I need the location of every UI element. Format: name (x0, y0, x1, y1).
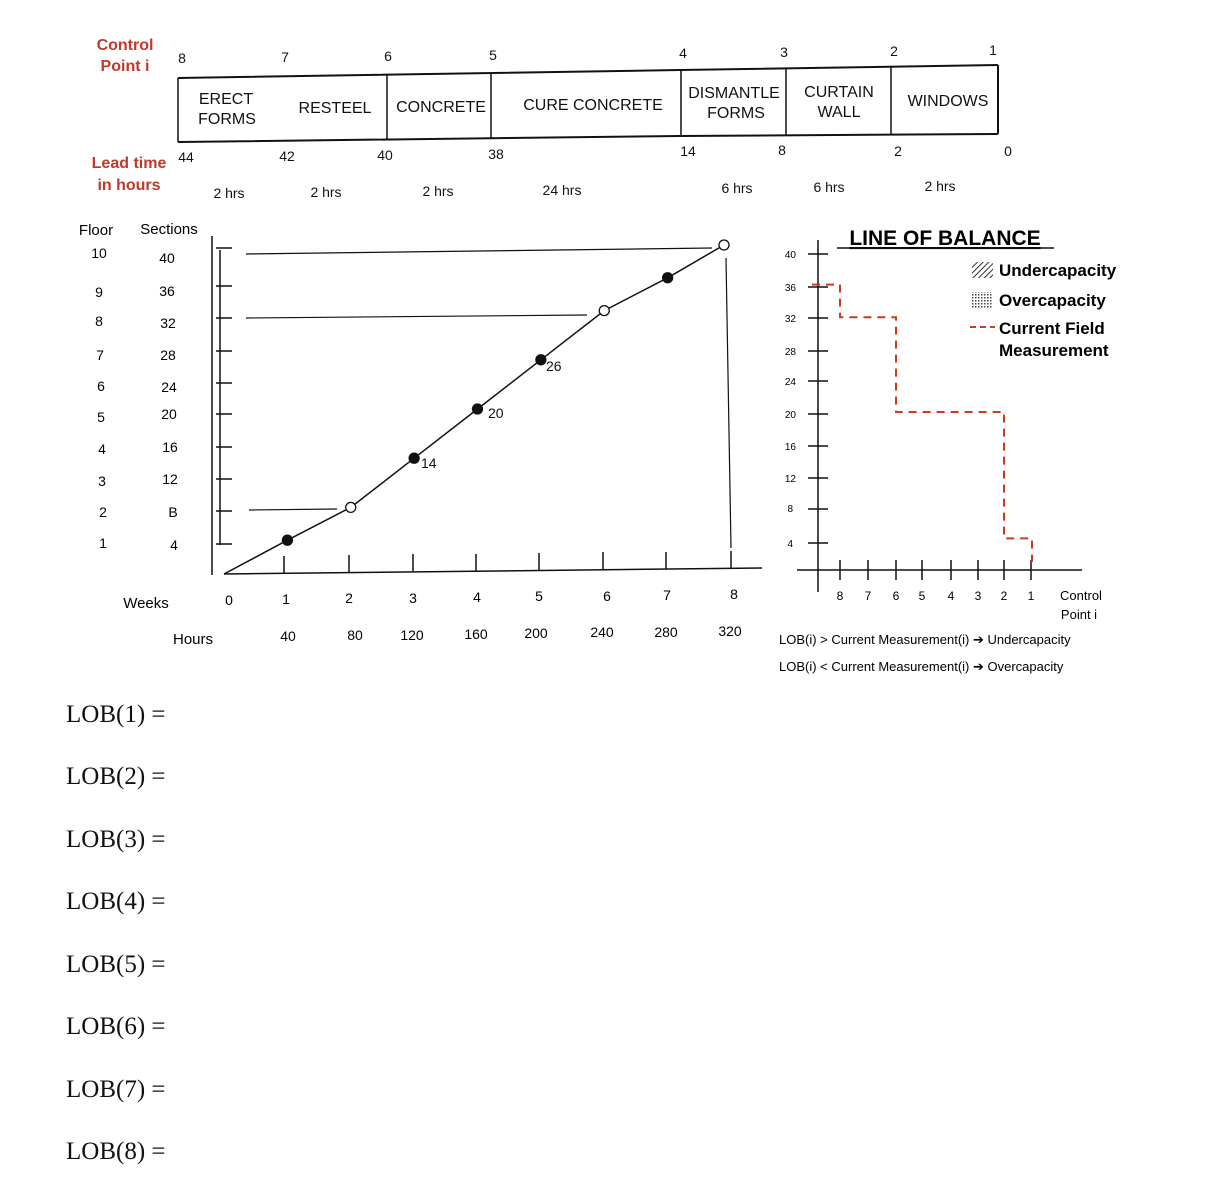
data-point-open (346, 502, 356, 512)
lob-x-tick-label: 6 (892, 589, 900, 603)
lob-equation-6: LOB(6) = (66, 1013, 166, 1040)
lob-y-tick-label: 40 (784, 250, 796, 261)
lob-x-tick-labels (837, 589, 1035, 603)
lob-y-tick-label: 20 (784, 410, 796, 421)
legend-undercapacity: Undercapacity (999, 261, 1117, 280)
lob-x-tick-label: 4 (947, 589, 955, 603)
hour-tick-label: 200 (524, 625, 548, 641)
lead-time-value: 8 (778, 142, 786, 158)
lob-x-label-2: Point i (1060, 607, 1098, 622)
lob-title: LINE OF BALANCE (849, 227, 1041, 250)
section-label: 32 (160, 315, 176, 331)
section-label: 20 (161, 406, 177, 422)
data-point-filled (409, 453, 419, 463)
point-labels (421, 358, 562, 471)
floor-label: 7 (96, 347, 104, 363)
control-point-label-2: Point i (100, 58, 150, 75)
lob-equation-4: LOB(4) = (66, 888, 166, 915)
lob-y-tick-label: 28 (784, 347, 796, 358)
production-y-axis (212, 236, 232, 575)
data-point-filled (536, 355, 546, 365)
floor-label: 9 (95, 284, 103, 300)
section-label: B (168, 504, 178, 520)
lob-y-tick-label: 24 (784, 377, 796, 388)
lob-rule-overcapacity: LOB(i) < Current Measurement(i) ➔ Overcapacity (779, 659, 1064, 674)
lob-x-tick-label: 2 (1000, 589, 1008, 603)
hour-tick-label: 120 (400, 627, 424, 643)
reference-lines (246, 248, 731, 548)
week-tick-label: 3 (409, 590, 417, 606)
lob-y-tick-label: 32 (784, 314, 796, 325)
control-point-number: 7 (281, 49, 289, 65)
lob-x-tick-label: 5 (918, 589, 926, 603)
week-tick-label: 1 (282, 591, 290, 607)
lob-equation-1: LOB(1) = (66, 701, 166, 728)
legend-overcapacity: Overcapacity (999, 291, 1106, 310)
section-label: 16 (162, 439, 178, 455)
activity-name: WALL (817, 104, 861, 121)
control-point-label: Control (96, 37, 154, 54)
legend-current-field: Current Field (999, 319, 1105, 338)
data-point-open (599, 306, 609, 316)
floor-label: 1 (99, 535, 107, 551)
data-point-filled (473, 404, 483, 414)
activity-duration: 6 hrs (813, 179, 845, 195)
activity-name: DISMANTLE (688, 85, 780, 102)
control-point-number: 2 (890, 43, 898, 59)
floor-header: Floor (78, 222, 114, 239)
lob-y-tick-label: 12 (784, 474, 796, 485)
section-label: 4 (170, 537, 178, 553)
hour-tick-label: 40 (280, 628, 296, 644)
week-tick-label: 2 (345, 590, 353, 606)
lead-time-value: 40 (377, 147, 393, 163)
lead-time-value: 2 (894, 143, 902, 159)
activity-name: RESTEEL (298, 100, 372, 117)
hour-tick-label: 240 (590, 624, 614, 640)
lead-time-value: 14 (680, 143, 696, 159)
section-label: 12 (162, 471, 178, 487)
lob-x-tick-label: 3 (974, 589, 982, 603)
control-point-number: 1 (989, 42, 997, 58)
control-point-number: 8 (178, 50, 186, 66)
floor-label: 6 (97, 378, 105, 394)
activity-name: CURTAIN (804, 84, 874, 101)
week-tick-label: 5 (535, 588, 543, 604)
lob-y-tick-label: 16 (784, 442, 796, 453)
overcapacity-swatch (972, 292, 993, 308)
week-tick-label: 8 (730, 586, 738, 602)
section-label: 24 (161, 379, 177, 395)
activity-name: FORMS (707, 105, 765, 122)
point-label: 14 (421, 455, 437, 471)
lob-y-tick-labels (785, 250, 797, 550)
production-curve (224, 240, 729, 574)
point-label: 26 (546, 358, 562, 374)
activity-duration: 24 hrs (542, 182, 582, 198)
lob-x-tick-label: 8 (836, 589, 844, 603)
control-point-number: 6 (384, 48, 392, 64)
lob-equation-5: LOB(5) = (66, 951, 166, 978)
lead-time-label-2: in hours (97, 177, 161, 194)
section-label: 36 (159, 283, 175, 299)
data-point-filled (282, 535, 292, 545)
weeks-label: Weeks (123, 595, 169, 612)
section-label: 28 (160, 347, 176, 363)
week-tick-labels (225, 586, 738, 608)
sections-header: Sections (140, 221, 198, 238)
floor-label: 10 (91, 245, 107, 261)
hour-tick-label: 80 (347, 627, 363, 643)
lob-y-tick-label: 36 (784, 283, 796, 294)
hour-tick-label: 160 (464, 626, 488, 642)
activity-name: WINDOWS (907, 93, 989, 110)
week-tick-label: 7 (663, 587, 671, 603)
production-x-axis (224, 551, 762, 574)
lob-equation-7: LOB(7) = (66, 1076, 166, 1103)
lob-x-tick-label: 1 (1027, 589, 1035, 603)
floor-label: 4 (98, 441, 106, 457)
activity-duration: 2 hrs (213, 185, 245, 201)
lead-time-label: Lead time (91, 155, 167, 172)
lead-time-value: 38 (488, 146, 504, 162)
point-label: 20 (488, 405, 504, 421)
activity-duration: 2 hrs (422, 183, 454, 199)
hour-tick-label: 320 (718, 623, 742, 639)
section-labels (159, 250, 178, 553)
lead-time-value: 0 (1004, 143, 1012, 159)
floor-label: 3 (98, 473, 106, 489)
floor-label: 2 (99, 504, 107, 520)
lob-equation-3: LOB(3) = (66, 826, 166, 853)
hours-label: Hours (172, 631, 214, 648)
section-label: 40 (159, 250, 175, 266)
control-point-number: 5 (489, 47, 497, 63)
activity-name: FORMS (198, 111, 256, 128)
lob-rule-undercapacity: LOB(i) > Current Measurement(i) ➔ Undercapacity (779, 632, 1071, 647)
activity-name: CURE CONCRETE (523, 97, 663, 114)
data-point-open (719, 240, 729, 250)
week-tick-label: 4 (473, 589, 481, 605)
week-tick-label: 6 (603, 588, 611, 604)
data-point-filled (663, 273, 673, 283)
lead-time-value: 42 (279, 148, 295, 164)
lead-time-value: 44 (178, 149, 194, 165)
activity-duration: 2 hrs (310, 184, 342, 200)
lob-x-tick-label: 7 (864, 589, 872, 603)
lob-equation-8: LOB(8) = (66, 1138, 166, 1165)
lob-y-tick-label: 8 (787, 504, 793, 515)
week-tick-label: 0 (225, 592, 233, 608)
lob-legend (970, 261, 1117, 360)
lob-x-label: Control (1060, 588, 1102, 603)
lob-equation-2: LOB(2) = (66, 763, 166, 790)
floor-label: 8 (95, 313, 103, 329)
activity-duration: 2 hrs (924, 178, 956, 194)
activity-name: CONCRETE (396, 99, 486, 116)
legend-measurement: Measurement (999, 341, 1109, 360)
floor-label: 5 (97, 409, 105, 425)
undercapacity-swatch (972, 262, 993, 278)
control-point-number: 3 (780, 44, 788, 60)
activity-duration: 6 hrs (721, 180, 753, 196)
activity-name: ERECT (198, 91, 254, 108)
hour-tick-label: 280 (654, 624, 678, 640)
lob-y-tick-label: 4 (787, 539, 793, 550)
control-point-number: 4 (679, 45, 687, 61)
hour-tick-labels (280, 623, 742, 644)
floor-labels (91, 245, 107, 551)
